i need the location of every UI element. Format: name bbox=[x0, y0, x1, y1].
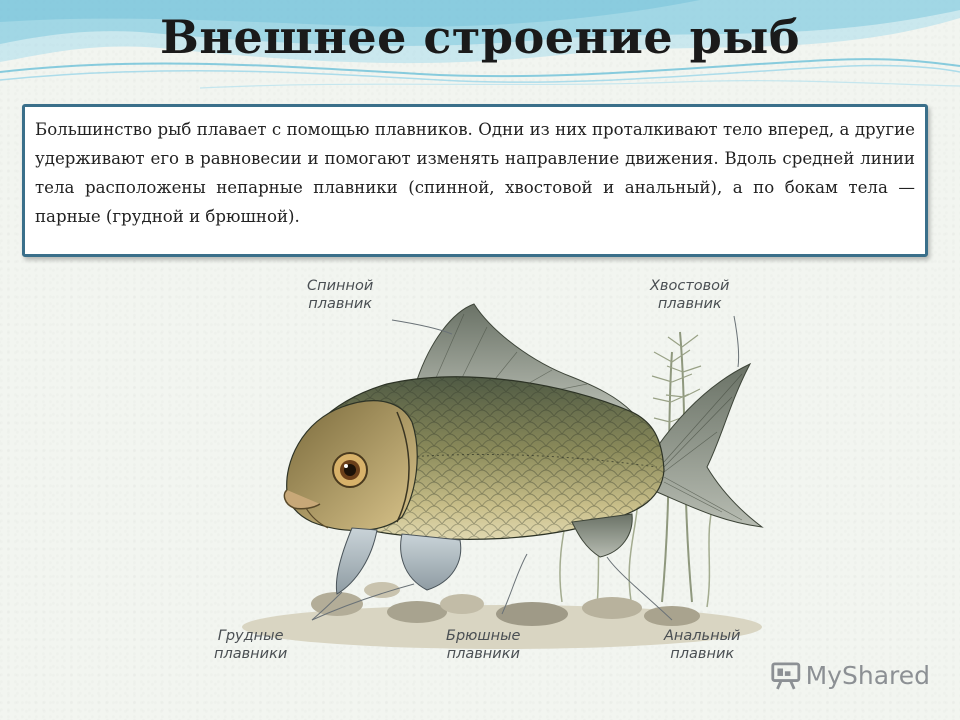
slide-title: Внешнее строение рыб bbox=[159, 10, 801, 64]
label-pelvic-fins bbox=[446, 627, 520, 663]
label-anal-line1: Анальный bbox=[664, 628, 741, 644]
label-anal-line2: плавник bbox=[670, 646, 735, 662]
label-pelvic-line2: плавники bbox=[446, 646, 520, 662]
description-box bbox=[22, 104, 928, 257]
label-pectoral-fins bbox=[214, 627, 287, 663]
watermark-text: MyShared bbox=[805, 660, 930, 690]
presentation-board-icon bbox=[770, 659, 802, 691]
fish-figure bbox=[202, 272, 772, 677]
label-pelvic-line1: Брюшные bbox=[446, 628, 521, 644]
label-dorsal-line2: плавник bbox=[308, 296, 373, 312]
pelvic-fin bbox=[401, 534, 461, 590]
label-pectoral-line1: Грудные bbox=[217, 628, 284, 644]
label-pectoral-line2: плавники bbox=[214, 646, 288, 662]
anal-fin bbox=[572, 514, 632, 557]
label-dorsal-fin bbox=[307, 277, 373, 313]
label-caudal-line1: Хвостовой bbox=[650, 278, 730, 294]
description-text: Большинство рыб плавает с помощью плавников. Одни из них проталкивают тело вперед, а другие удерживают его в равновесии и помогают изменять направление движения. Вдоль средней линии тела расположены непарные плавники (спинной, хвостовой и анальный), а по бокам тела — парные (грудной и брюшной). bbox=[35, 120, 915, 226]
fish-illustration bbox=[202, 272, 772, 677]
label-dorsal-line1: Спинной bbox=[307, 278, 374, 294]
eye-icon bbox=[333, 453, 367, 487]
label-caudal-line2: плавник bbox=[657, 296, 722, 312]
watermark-logo bbox=[770, 655, 930, 695]
label-anal-fin bbox=[664, 627, 740, 663]
caudal-fin bbox=[657, 364, 762, 527]
label-caudal-fin bbox=[650, 277, 729, 313]
